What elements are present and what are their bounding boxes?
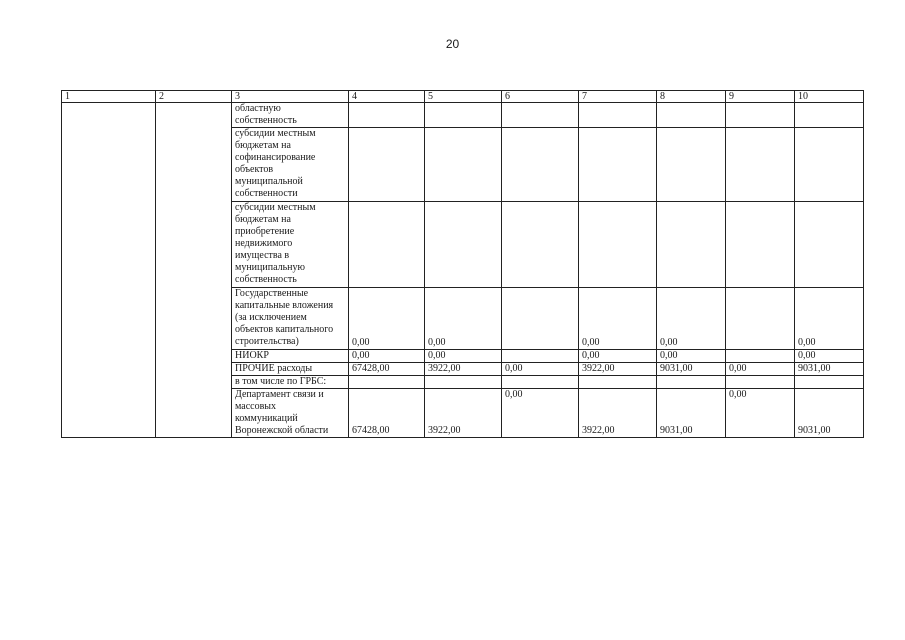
header-cell: 10 (795, 91, 864, 103)
header-cell: 4 (349, 91, 425, 103)
value-cell: 67428,00 (349, 389, 425, 438)
header-cell: 3 (232, 91, 349, 103)
value-cell: 0,00 (579, 288, 657, 350)
value-cell: 9031,00 (657, 389, 726, 438)
value-cell: 0,00 (657, 350, 726, 363)
value-cell (579, 202, 657, 288)
row-label: Государственные капитальные вложения (за исключением объектов капитального строительства) (232, 288, 349, 350)
value-cell (579, 103, 657, 128)
value-cell: 0,00 (657, 288, 726, 350)
col2-merged-cell (156, 103, 232, 438)
value-cell (795, 103, 864, 128)
header-cell: 8 (657, 91, 726, 103)
value-cell (657, 128, 726, 202)
value-cell: 9031,00 (795, 389, 864, 438)
header-cell: 5 (425, 91, 502, 103)
value-cell (657, 202, 726, 288)
value-cell: 9031,00 (657, 363, 726, 376)
value-cell (425, 376, 502, 389)
value-cell (726, 103, 795, 128)
value-cell: 0,00 (349, 350, 425, 363)
value-cell: 0,00 (425, 288, 502, 350)
col1-merged-cell (62, 103, 156, 438)
row-label: областную собственность (232, 103, 349, 128)
value-cell (795, 376, 864, 389)
value-cell (349, 376, 425, 389)
value-cell: 0,00 (502, 389, 579, 438)
value-cell (579, 376, 657, 389)
value-cell (502, 103, 579, 128)
value-cell (795, 202, 864, 288)
header-cell: 1 (62, 91, 156, 103)
value-cell: 3922,00 (425, 363, 502, 376)
header-cell: 7 (579, 91, 657, 103)
header-cell: 2 (156, 91, 232, 103)
value-cell: 0,00 (425, 350, 502, 363)
value-cell: 67428,00 (349, 363, 425, 376)
row-label: субсидии местным бюджетам на приобретение недвижимого имущества в муниципальную собственность (232, 202, 349, 288)
row-label: Департамент связи и массовых коммуникаций Воронежской области (232, 389, 349, 438)
header-cell: 6 (502, 91, 579, 103)
value-cell (502, 202, 579, 288)
value-cell (726, 128, 795, 202)
value-cell: 0,00 (726, 389, 795, 438)
header-cell: 9 (726, 91, 795, 103)
value-cell: 3922,00 (579, 389, 657, 438)
budget-table (61, 90, 864, 438)
row-label: НИОКР (232, 350, 349, 363)
header-row (62, 91, 864, 103)
value-cell (502, 376, 579, 389)
value-cell: 0,00 (795, 350, 864, 363)
row-label: ПРОЧИЕ расходы (232, 363, 349, 376)
value-cell: 3922,00 (425, 389, 502, 438)
value-cell (795, 128, 864, 202)
value-cell: 9031,00 (795, 363, 864, 376)
value-cell: 0,00 (795, 288, 864, 350)
value-cell (425, 103, 502, 128)
value-cell (349, 103, 425, 128)
value-cell: 0,00 (349, 288, 425, 350)
value-cell (726, 288, 795, 350)
value-cell (425, 128, 502, 202)
value-cell: 0,00 (502, 363, 579, 376)
value-cell: 3922,00 (579, 363, 657, 376)
row-label: субсидии местным бюджетам на софинансирование объектов муниципальной собственности (232, 128, 349, 202)
page-number: 20 (445, 37, 460, 51)
value-cell (726, 202, 795, 288)
value-cell (657, 376, 726, 389)
value-cell (425, 202, 502, 288)
value-cell (349, 128, 425, 202)
value-cell (502, 128, 579, 202)
value-cell (349, 202, 425, 288)
value-cell: 0,00 (726, 363, 795, 376)
value-cell (726, 376, 795, 389)
value-cell (657, 103, 726, 128)
table-row (62, 103, 864, 128)
value-cell (579, 128, 657, 202)
value-cell: 0,00 (579, 350, 657, 363)
value-cell (502, 288, 579, 350)
value-cell (726, 350, 795, 363)
value-cell (502, 350, 579, 363)
row-label: в том числе по ГРБС: (232, 376, 349, 389)
